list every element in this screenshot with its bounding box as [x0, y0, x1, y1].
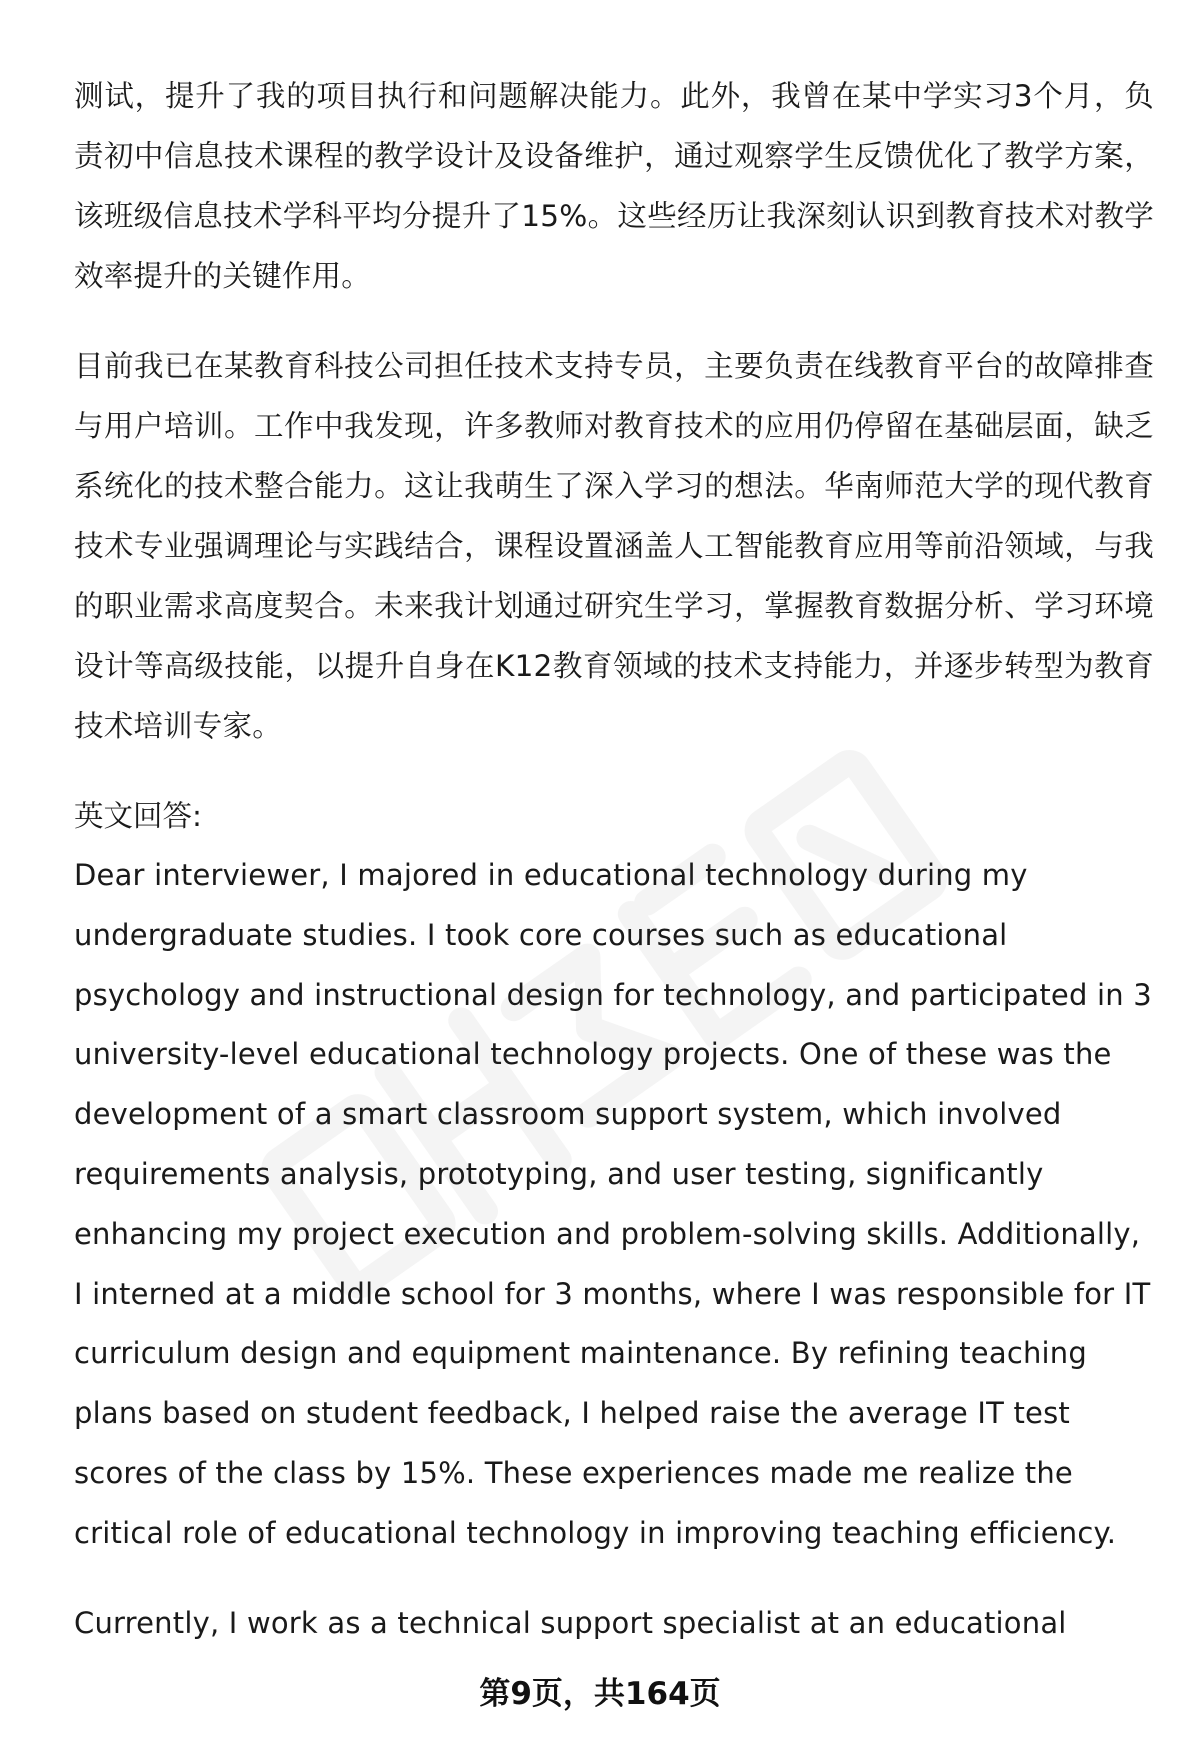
paragraph-spacer — [74, 756, 1154, 786]
english-paragraph-current-work: Currently, I work as a technical support specialist at an educational — [74, 1605, 1067, 1640]
page-number-footer: 第9页，共164页 — [479, 1676, 721, 1712]
english-paragraph-background: Dear interviewer, I majored in educational technology during my undergraduate studies. I took core courses such as educational psychology and instructional design for technology, and participated in 3 university-level educational technology projects. One of these was the development of a smart classroom support system, which involved requirements analysis, prototyping, and user testing, significantly enhancing my project execution and problem-solving skills. Additionally, I interned at a middle school for 3 months, where I was responsible for IT curriculum design and equipment maintenance. By refining teaching plans based on student feedback, I helped raise the average IT test scores of the class by 15%. These experiences made me realize the critical role of educational technology in improving teaching efficiency. — [74, 858, 1152, 1550]
chinese-paragraph-current-work: 目前我已在某教育科技公司担任技术支持专员，主要负责在线教育平台的故障排查与用户培训。工作中我发现，许多教师对教育技术的应用仍停留在基础层面，缺乏系统化的技术整合能力。这让我萌生了深入学习的想法。华南师范大学的现代教育技术专业强调理论与实践结合，课程设置涵盖人工智能教育应用等前沿领域，与我的职业需求高度契合。未来我计划通过研究生学习，掌握教育数据分析、学习环境设计等高级技能，以提升自身在K12教育领域的技术支持能力，并逐步转型为教育技术培训专家。 — [74, 349, 1154, 743]
paragraph-spacer — [74, 1564, 1154, 1594]
english-answer-heading: 英文回答: — [74, 799, 202, 833]
chinese-paragraph-continued: 测试，提升了我的项目执行和问题解决能力。此外，我曾在某中学实习3个月，负责初中信息技术课程的教学设计及设备维护，通过观察学生反馈优化了教学方案，该班级信息技术学科平均分提升了15%。这些经历让我深刻认识到教育技术对教学效率提升的关键作用。 — [74, 79, 1154, 293]
paragraph-spacer — [74, 306, 1154, 336]
document-page — [74, 66, 1154, 1653]
